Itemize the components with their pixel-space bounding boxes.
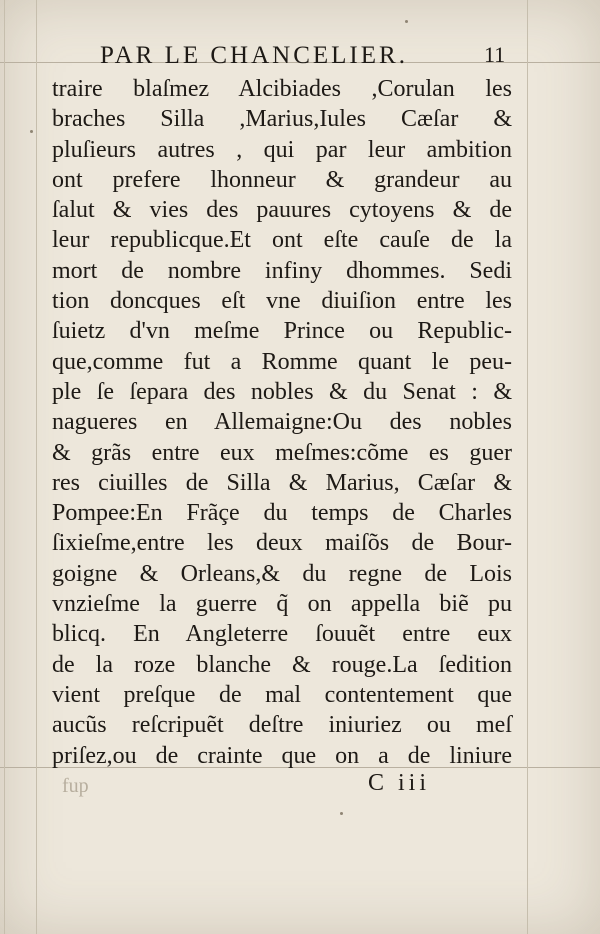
text-line: braches Silla ,Marius,Iules Cæſar & bbox=[52, 106, 512, 133]
text-line: tion doncques eſt vne diuiſion entre les bbox=[52, 288, 512, 315]
text-line: res ciuilles de Silla & Marius, Cæſar & bbox=[52, 469, 512, 496]
text-line: mort de nombre infiny dhommes. Sedi bbox=[52, 257, 512, 284]
text-line: nagueres en Allemaigne:Ou des nobles bbox=[52, 409, 512, 436]
running-head-title: PAR LE CHANCELIER. bbox=[100, 42, 408, 69]
text-line: priſez,ou de crainte que on a de liniure bbox=[52, 742, 512, 769]
text-line: ont prefere lhonneur & grandeur au bbox=[52, 166, 512, 193]
left-guide-rule bbox=[4, 0, 5, 934]
text-line: de la roze blanche & rouge.La ſedition bbox=[52, 651, 512, 678]
text-line: blicq. En Angleterre ſouuẽt entre eux bbox=[52, 621, 512, 648]
text-line: Pompee:En Frãçe du temps de Charles bbox=[52, 500, 512, 527]
ink-speck bbox=[30, 130, 33, 133]
inner-margin-rule bbox=[36, 0, 37, 934]
text-line: pluſieurs autres , qui par leur ambition bbox=[52, 136, 512, 163]
ink-speck bbox=[405, 20, 408, 23]
text-line: aucũs reſcripuẽt deſtre iniuriez ou meſ bbox=[52, 712, 512, 739]
text-line: ple ſe ſepara des nobles & du Senat : & bbox=[52, 378, 512, 405]
body-text bbox=[52, 74, 512, 771]
catchword: fup bbox=[62, 775, 89, 797]
text-line: ſixieſme,entre les deux maiſõs de Bour- bbox=[52, 530, 512, 557]
text-line: goigne & Orleans,& du regne de Lois bbox=[52, 560, 512, 587]
text-line: leur republicque.Et ont eſte cauſe de la bbox=[52, 227, 512, 254]
text-line: vnzieſme la guerre q̃ on appella biẽ pu bbox=[52, 591, 512, 618]
ink-speck bbox=[340, 812, 343, 815]
text-line: traire blaſmez Alcibiades ,Corulan les bbox=[52, 76, 512, 102]
text-line: ſuietz d'vn meſme Prince ou Republic- bbox=[52, 318, 512, 345]
page-number: 11 bbox=[484, 42, 506, 67]
text-line: ſalut & vies des pauures cytoyens & de bbox=[52, 197, 512, 224]
signature-mark: C iii bbox=[368, 770, 431, 796]
text-line: que,comme fut a Romme quant le peu- bbox=[52, 348, 512, 375]
text-line: & grãs entre eux meſmes:cõme es guer bbox=[52, 439, 512, 466]
outer-margin-rule bbox=[527, 0, 528, 934]
text-line: vient preſque de mal contentement que bbox=[52, 681, 512, 708]
